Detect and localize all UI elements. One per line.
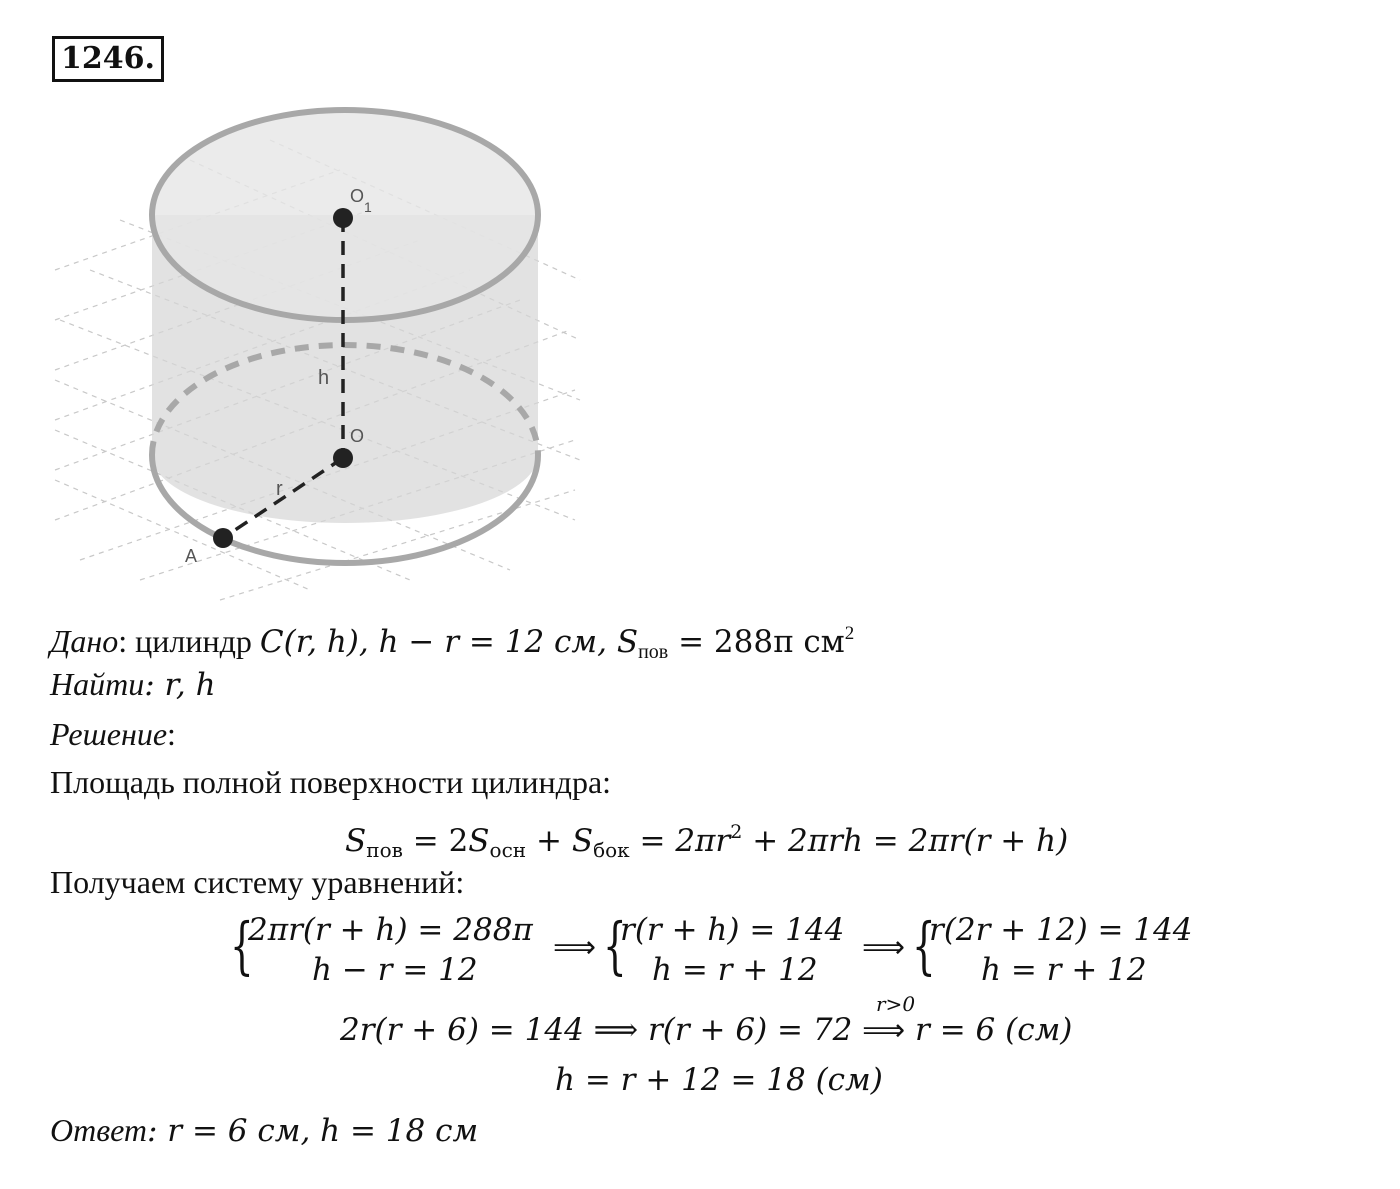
answer-text: : r = 6 см, h = 18 см — [147, 1113, 479, 1149]
cylinder-figure — [40, 100, 600, 610]
point-o1 — [333, 208, 353, 228]
given-condition-1: , h − r = 12 см, — [358, 624, 617, 660]
eq-s2-sub: осн — [489, 838, 527, 862]
radius-equation-right: r = 6 (см) — [905, 1012, 1073, 1048]
eq-exponent: 2 — [730, 821, 743, 843]
given-label: Дано — [50, 623, 119, 659]
implies-arrow-2: ⟹ — [862, 930, 906, 965]
eq-part-3: = 2πr — [629, 823, 731, 859]
height-equation: h = r + 12 = 18 (см) — [555, 1062, 883, 1098]
point-o — [333, 448, 353, 468]
condition-r-positive: r>0 — [876, 992, 916, 1016]
system-1-top: 2πr(r + h) = 288π — [248, 912, 533, 948]
given-cylinder-c: C — [259, 624, 284, 660]
eq-s2: S — [468, 823, 490, 859]
label-r: r — [276, 478, 283, 500]
system-2-bottom: h = r + 12 — [652, 952, 818, 988]
find-label: Найти — [50, 666, 145, 702]
system-3-top: r(2r + 12) = 144 — [929, 912, 1193, 948]
system-caption: Получаем систему уравнений: — [50, 864, 465, 900]
system-3-brace: { — [912, 909, 936, 982]
problem-number: 1246. — [52, 36, 164, 82]
radius-equation — [340, 1010, 1072, 1051]
eq-part-2: + — [526, 823, 572, 859]
solution-label: Решение — [50, 716, 168, 752]
system-1-brace: { — [230, 909, 254, 982]
eq-s3-sub: бок — [593, 838, 630, 862]
eq-s-sub: пов — [366, 838, 403, 862]
find-text: : r, h — [144, 667, 216, 703]
eq-part-4: + 2πrh = 2πr(r + h) — [742, 823, 1069, 859]
given-exponent: 2 — [844, 623, 855, 644]
label-o1-sub: 1 — [364, 199, 372, 215]
eq-s: S — [345, 823, 367, 859]
label-o: O — [350, 426, 365, 446]
given-text: : цилиндр — [118, 623, 260, 659]
label-a: A — [185, 546, 198, 566]
solution-line — [50, 714, 176, 754]
implies-arrow-conditional: ⟹ — [862, 1013, 906, 1048]
surface-area-caption: Площадь полной поверхности цилиндра: — [50, 764, 612, 800]
answer-line — [50, 1110, 478, 1151]
answer-label: Ответ — [50, 1112, 147, 1148]
implies-arrow-1: ⟹ — [553, 930, 597, 965]
eq-s3: S — [571, 823, 594, 859]
given-s-sub: пов — [638, 641, 669, 663]
find-line — [50, 664, 216, 705]
radius-equation-left: 2r(r + 6) = 144 ⟹ r(r + 6) = 72 — [340, 1012, 863, 1048]
system-3-bottom: h = r + 12 — [981, 952, 1147, 988]
point-a — [213, 528, 233, 548]
given-s: S — [616, 624, 639, 660]
given-condition-2: = 288π см — [668, 624, 845, 660]
label-h: h — [318, 367, 330, 389]
system-2-brace: { — [603, 909, 627, 982]
system-2-top: r(r + h) = 144 — [620, 912, 845, 948]
system-1-bottom: h − r = 12 — [312, 952, 478, 988]
eq-part-1: = 2 — [402, 823, 469, 859]
solution-colon: : — [167, 716, 176, 752]
given-cylinder-args: (r, h) — [283, 624, 359, 660]
label-o1: O — [350, 186, 365, 206]
